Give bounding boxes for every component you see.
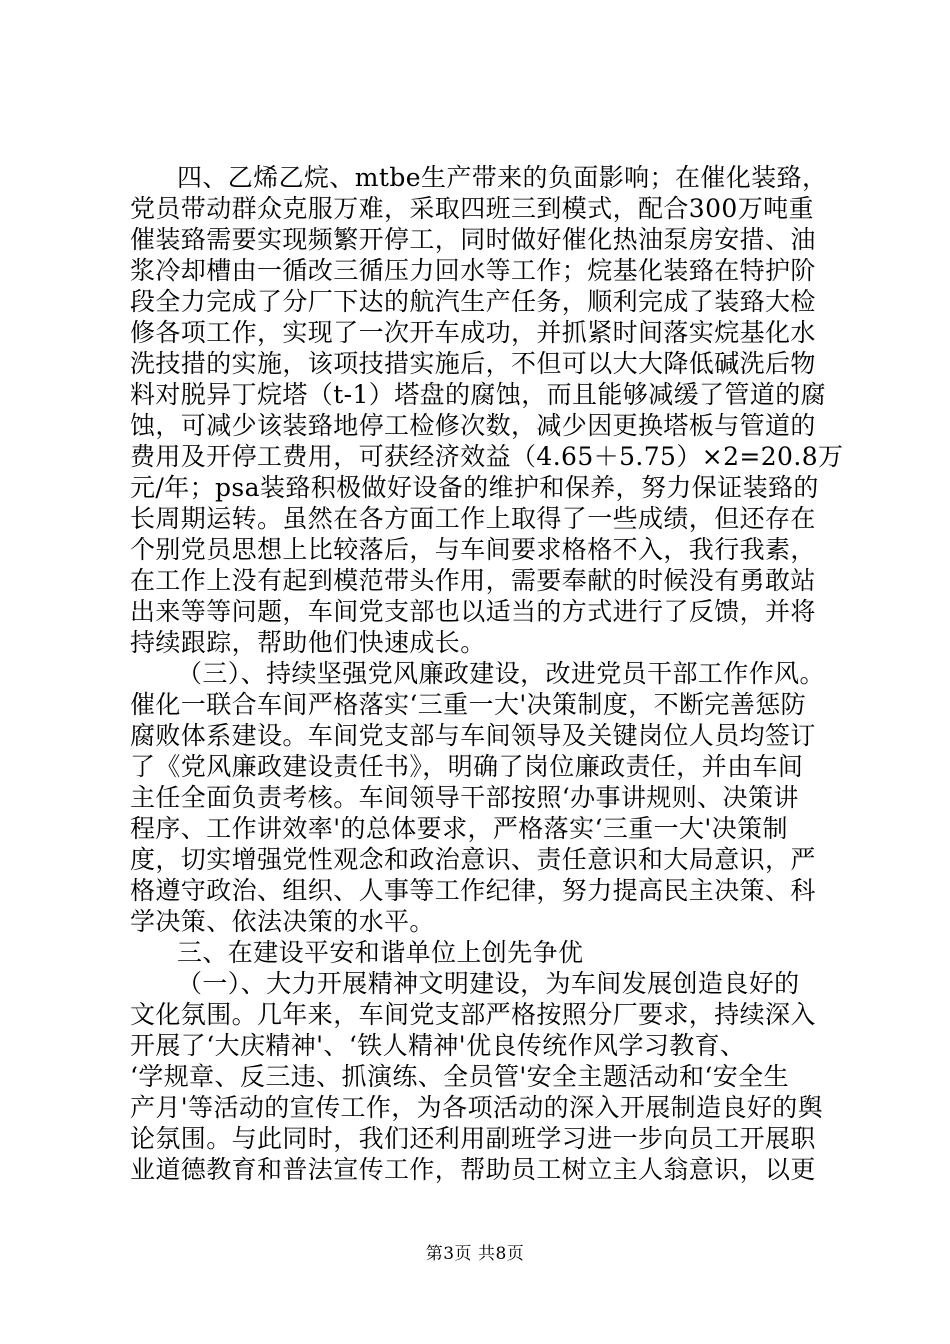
text-line: 浆冷却槽由一循改三循压力回水等工作；烷基化装臵在特护阶 <box>130 256 816 285</box>
text-line: 长周期运转。虽然在各方面工作上取得了一些成绩，但还存在 <box>130 504 816 533</box>
text-line: 出来等等问题，车间党支部也以适当的方式进行了反馈，并将 <box>130 597 816 626</box>
section-heading-1: （一）、大力开展精神文明建设，为车间发展创造良好的 <box>177 969 800 998</box>
text-line: 修各项工作，实现了一次开车成功，并抓紧时间落实烷基化水 <box>130 318 816 347</box>
text-line: 程序、工作讲效率'的总体要求，严格落实‘三重一大'决策制 <box>130 814 788 843</box>
text-line: 腐败体系建设。车间党支部与车间领导及关键岗位人员均签订 <box>130 721 816 750</box>
text-line: 了《党风廉政建设责任书》，明确了岗位廉政责任，并由车间 <box>130 752 804 781</box>
text-line: 在工作上没有起到模范带头作用，需要奉献的时候没有勇敢站 <box>130 566 816 595</box>
text-line: 费用及开停工费用，可获经济效益（4.65＋5.75）×2=20.8万 <box>130 442 844 471</box>
text-line: 学决策、依法决策的水平。 <box>130 907 435 936</box>
text-line: 四、乙烯乙烷、mtbe生产带来的负面影响；在催化装臵， <box>177 163 828 192</box>
text-line: 持续跟踪，帮助他们快速成长。 <box>130 628 486 657</box>
text-line: ‘学规章、反三违、抓演练、全员管'安全主题活动和‘安全生 <box>130 1062 789 1091</box>
text-line: 度，切实增强党性观念和政治意识、责任意识和大局意识，严 <box>130 845 816 874</box>
text-line: 论氛围。与此同时，我们还利用副班学习进一步向员工开展职 <box>130 1124 816 1153</box>
text-line: 元/年；psa装臵积极做好设备的维护和保养，努力保证装臵的 <box>130 473 819 502</box>
text-line: 洗技措的实施，该项技措实施后，不但可以大大降低碱洗后物 <box>130 349 816 378</box>
text-line: 料对脱异丁烷塔（t-1）塔盘的腐蚀，而且能够减缓了管道的腐 <box>130 380 827 409</box>
text-line: 格遵守政治、组织、人事等工作纪律，努力提高民主决策、科 <box>130 876 816 905</box>
text-line: 催化一联合车间严格落实‘三重一大'决策制度，不断完善惩防 <box>130 690 807 719</box>
text-line: 文化氛围。几年来，车间党支部严格按照分厂要求，持续深入 <box>130 1000 816 1029</box>
text-line: 主任全面负责考核。车间领导干部按照‘办事讲规则、决策讲 <box>130 783 799 812</box>
text-line: 催装臵需要实现频繁开停工，同时做好催化热油泵房安措、油 <box>130 225 816 254</box>
section-heading-main: 三、在建设平安和谐单位上创先争优 <box>177 938 584 967</box>
text-line: 开展了‘大庆精神'、‘铁人精神'优良传统作风学习教育、 <box>130 1031 746 1060</box>
document-body <box>130 162 850 1185</box>
text-line: 业道德教育和普法宣传工作，帮助员工树立主人翁意识，以更 <box>130 1155 816 1184</box>
section-heading-3: （三）、持续坚强党风廉政建设，改进党员干部工作作风。 <box>177 659 825 688</box>
text-line: 党员带动群众克服万难，采取四班三到模式，配合300万吨重 <box>130 194 814 223</box>
text-line: 产月'等活动的宣传工作，为各项活动的深入开展制造良好的舆 <box>130 1093 824 1122</box>
text-line: 个别党员思想上比较落后，与车间要求格格不入，我行我素， <box>130 535 816 564</box>
page-number-footer: 第3页 共8页 <box>425 1244 525 1264</box>
text-line: 段全力完成了分厂下达的航汽生产任务，顺利完成了装臵大检 <box>130 287 816 316</box>
text-line: 蚀，可减少该装臵地停工检修次数，减少因更换塔板与管道的 <box>130 411 816 440</box>
